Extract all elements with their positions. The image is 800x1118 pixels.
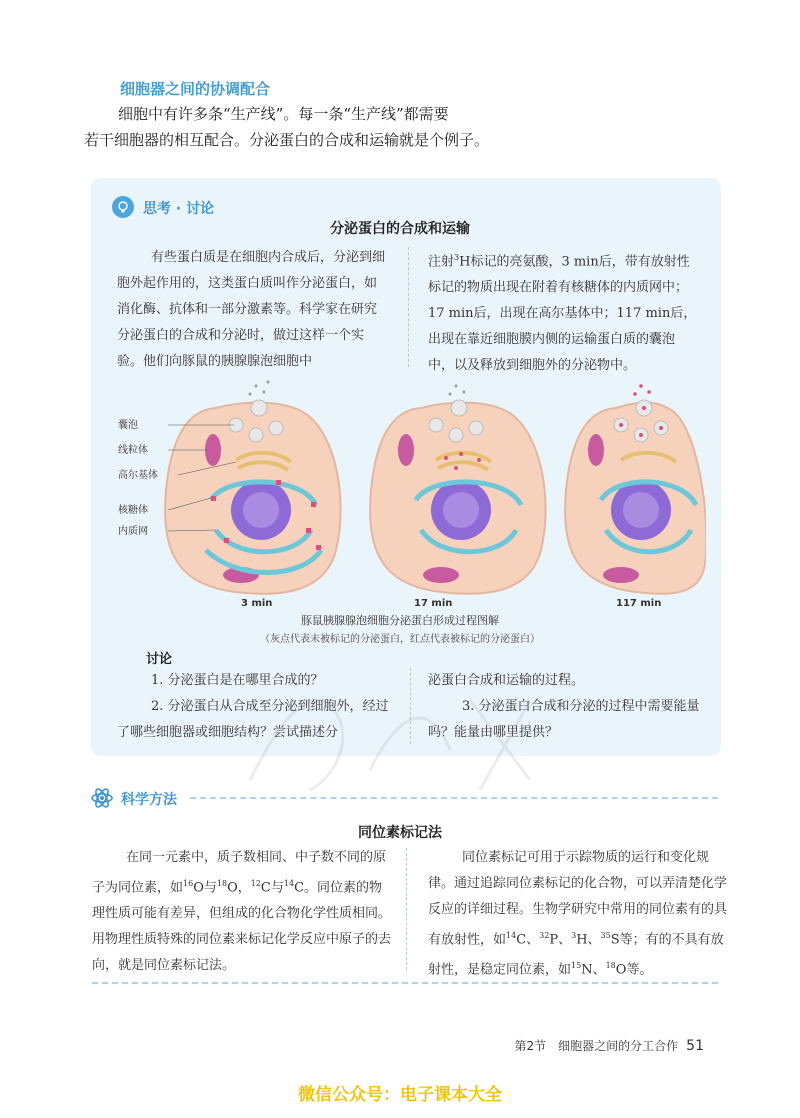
section-divider-top bbox=[190, 797, 718, 799]
discussion-q3: 3. 分泌蛋白合成和分泌的过程中需要能量吗？能量由哪里提供？ bbox=[428, 699, 700, 740]
section-title: 细胞器之间的协调配合 bbox=[120, 80, 271, 98]
think-left-text: 有些蛋白质是在细胞内合成后，分泌到细胞外起作用的，这类蛋白质叫作分泌蛋白，如消化酶、抗体和一部分激素等。科学家在研究分泌蛋白的合成和分泌时，做过这样一个实验。他们向豚鼠的胰腺腺泡细胞中 bbox=[117, 250, 386, 369]
discussion-q2: 2. 分泌蛋白从合成至分泌到细胞外，经过了哪些细胞器或细胞结构？尝试描述分 bbox=[117, 699, 389, 740]
sup: 35 bbox=[600, 931, 611, 940]
method-right-f: N、 bbox=[581, 962, 606, 978]
wechat-banner: 微信公众号：电子课本大全 bbox=[298, 1085, 502, 1105]
method-left-c: O， bbox=[227, 880, 251, 896]
sup: 3 bbox=[571, 931, 577, 940]
discussion-heading: 讨论 bbox=[146, 652, 173, 667]
label-er: 内质网 bbox=[118, 526, 148, 537]
sup: 14 bbox=[506, 931, 517, 940]
method-right-a: 同位素标记可用于示踪物质的运行和变化规律。通过追踪同位素标记的化合物，可以弄清楚化学反应的详细过程。生物学研究中常用的同位素有的具有放射性，如 bbox=[428, 850, 728, 948]
method-right-c: P、 bbox=[549, 932, 572, 948]
atom-icon bbox=[90, 786, 114, 810]
footer-section: 第2节 细胞器之间的分工合作 bbox=[514, 1039, 679, 1053]
method-left-b: O与 bbox=[193, 880, 217, 896]
method-left-d: C与 bbox=[260, 880, 284, 896]
label-vesicle: 囊泡 bbox=[118, 420, 138, 431]
lightbulb-icon bbox=[112, 196, 134, 218]
intro-paragraph bbox=[84, 101, 514, 153]
think-right-body: H标记的亮氨酸，3 min后，带有放射性标记的物质出现在附着有核糖体的内质网中；17 min后，出现在高尔基体中；117 min后，出现在靠近细胞膜内侧的运输蛋白质的囊泡中，以及释放到细胞外的分泌物中。 bbox=[428, 254, 697, 374]
time-label-17min: 17 min bbox=[414, 598, 453, 609]
think-right-text bbox=[428, 245, 700, 379]
method-left-e: C。同位素的物理性质可能有差异，但组成的化合物化学性质相同。用物理性质特殊的同位素来标记化学反应中原子的去向，就是同位素标记法。 bbox=[92, 880, 392, 974]
figure-note: （灰点代表未被标记的分泌蛋白，红点代表被标记的分泌蛋白） bbox=[260, 634, 540, 645]
discussion-q2-cont: 泌蛋白合成和运输的过程。 bbox=[428, 673, 585, 688]
cell-117min bbox=[565, 384, 706, 594]
sup: 18 bbox=[216, 879, 228, 888]
page-number: 51 bbox=[686, 1038, 704, 1054]
time-label-117min: 117 min bbox=[616, 598, 662, 609]
think-discuss-label: 思考 · 讨论 bbox=[143, 201, 215, 217]
intro-line-1: 细胞中有许多条“生产线”。每一条“生产线”都需要 bbox=[118, 105, 449, 123]
cell-3min bbox=[165, 381, 340, 594]
think-title: 分泌蛋白的合成和运输 bbox=[330, 221, 470, 237]
intro-line-2: 若干细胞器的相互配合。分泌蛋白的合成和运输就是个例子。 bbox=[84, 131, 490, 149]
sup: 15 bbox=[571, 961, 582, 971]
sup: 18 bbox=[605, 961, 616, 971]
label-golgi: 高尔基体 bbox=[118, 470, 158, 481]
time-label-3min: 3 min bbox=[241, 598, 273, 609]
method-right-b: C、 bbox=[516, 932, 540, 948]
column-divider bbox=[406, 848, 407, 970]
discussion-q1: 1. 分泌蛋白是在哪里合成的？ bbox=[151, 673, 324, 688]
method-left-a: 在同一元素中，质子数相同、中子数不同的原子为同位素，如 bbox=[92, 850, 387, 896]
method-left-text bbox=[92, 845, 392, 979]
method-right-e: S等；有的不具有放射性，是稳定同位素，如 bbox=[428, 932, 724, 978]
column-divider bbox=[408, 247, 409, 367]
sup: 12 bbox=[250, 879, 261, 888]
method-right-text bbox=[428, 845, 728, 984]
sup: 32 bbox=[539, 931, 550, 940]
method-right-g: O等。 bbox=[615, 962, 653, 978]
method-title: 同位素标记法 bbox=[358, 825, 442, 841]
cell-17min bbox=[370, 385, 545, 594]
science-method-label: 科学方法 bbox=[121, 792, 177, 808]
sup: 14 bbox=[283, 879, 295, 888]
section-divider-bottom bbox=[92, 982, 718, 984]
label-mitochondria: 线粒体 bbox=[118, 445, 148, 456]
discussion-left bbox=[117, 668, 395, 746]
figure-caption: 豚鼠胰腺腺泡细胞分泌蛋白形成过程图解 bbox=[301, 614, 499, 627]
superscript: 3 bbox=[454, 253, 460, 262]
page-footer bbox=[515, 1037, 704, 1054]
label-ribosome: 核糖体 bbox=[118, 505, 148, 516]
discussion-right bbox=[428, 668, 706, 746]
sup: 16 bbox=[183, 879, 194, 888]
cell-diagram bbox=[116, 380, 706, 612]
column-divider bbox=[410, 668, 411, 744]
method-right-d: H、 bbox=[576, 932, 601, 948]
think-right-pre: 注射 bbox=[428, 254, 455, 270]
